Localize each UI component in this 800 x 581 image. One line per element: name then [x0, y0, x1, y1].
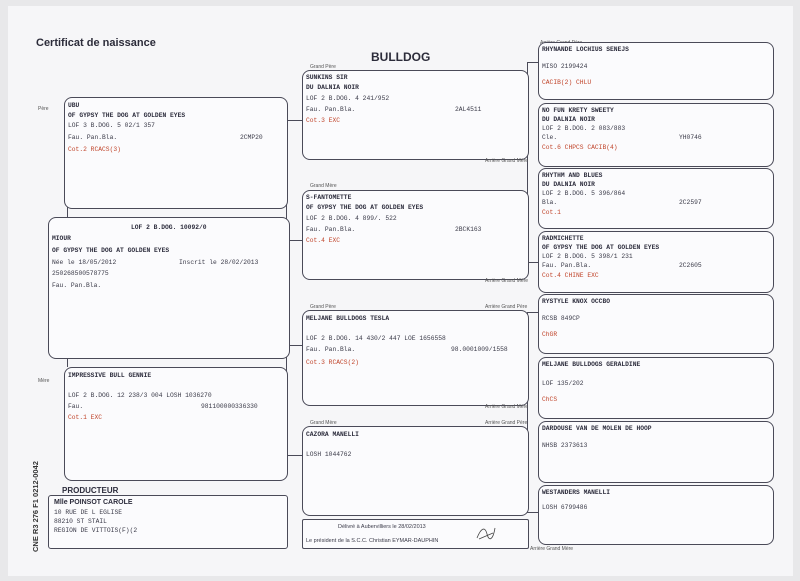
- gp-paternal-name: SUNKINS SIR: [306, 74, 348, 81]
- gp-maternal-lof: LOF 2 B.DOG. 14 430/2 447 LOE 1656558: [306, 335, 446, 342]
- mother-cotation: Cot.1 EXC: [68, 414, 103, 421]
- certificate-title: Certificat de naissance: [36, 37, 156, 49]
- gp-maternal-box: [302, 310, 529, 406]
- mother-box: [64, 367, 288, 481]
- father-kennel: OF GYPSY THE DOG AT GOLDEN EYES: [68, 112, 186, 119]
- ancestor-box: [538, 421, 774, 483]
- gp-paternal-kennel: DU DALNIA NOIR: [306, 84, 359, 91]
- father-box: [64, 97, 288, 209]
- dog-registered: Inscrit le 28/02/2013: [179, 259, 259, 266]
- ancestor-kennel: OF GYPSY THE DOG AT GOLDEN EYES: [542, 244, 660, 251]
- ancestor-lof: LOSH 6799486: [542, 504, 588, 511]
- dog-name: MIOUR: [52, 235, 71, 242]
- gm-maternal-name: CAZORA MANELLI: [306, 431, 359, 438]
- ancestor-lof: MISO 2199424: [542, 63, 588, 70]
- ancestor-cotation: Cot.6 CHPCS CACIB(4): [542, 144, 618, 151]
- gp-paternal-cotation: Cot.3 EXC: [306, 117, 341, 124]
- connector: [67, 207, 68, 217]
- gp-maternal-id: 98.0001009/1558: [451, 346, 508, 353]
- gm-maternal-box: [302, 426, 529, 516]
- agm-label-2: Arrière Grand Mère: [485, 278, 529, 284]
- vertical-code: CNE R3 276 F1 0212-0042: [31, 461, 40, 552]
- ancestor-box: [538, 168, 774, 229]
- mother-color: Fau.: [68, 403, 84, 410]
- gp-paternal-color: Fau. Pan.Bla.: [306, 106, 356, 113]
- dog-box: [48, 217, 290, 359]
- father-cotation: Cot.2 RCACS(3): [68, 146, 121, 153]
- gm-label-2: Grand Mère: [310, 420, 337, 426]
- mother-id: 981100000336330: [201, 403, 258, 410]
- ancestor-cotation: ChCS: [542, 396, 558, 403]
- ancestor-lof: LOF 135/202: [542, 380, 584, 387]
- ancestor-cotation: ChGR: [542, 331, 558, 338]
- ancestor-lof: LOF 2 B.DOG. 5 396/864: [542, 190, 626, 197]
- ancestor-lof: LOF 2 B.DOG. 5 398/1 231: [542, 253, 633, 260]
- bottom-label: Arrière Grand Mère: [530, 546, 574, 552]
- agm-label: Arrière Grand Mère: [485, 158, 529, 164]
- producer-address1: 10 RUE DE L EGLISE: [54, 509, 123, 516]
- gp-paternal-lof: LOF 2 B.DOG. 4 241/952: [306, 95, 390, 102]
- gm-paternal-box: [302, 190, 529, 280]
- pere-label: Père: [38, 106, 49, 112]
- agm-label-3: Arrière Grand Mère: [485, 404, 529, 410]
- gm-paternal-color: Fau. Pan.Bla.: [306, 226, 356, 233]
- ancestor-lof: LOF 2 B.DOG. 2 083/883: [542, 125, 626, 132]
- dog-born: Née le 18/05/2012: [52, 259, 117, 266]
- ancestor-id: 2C2605: [679, 262, 702, 269]
- ancestor-name: RHYNANDE LOCHIUS SENEJS: [542, 46, 629, 53]
- gp-maternal-color: Fau. Pan.Bla.: [306, 346, 356, 353]
- ancestor-color: Cle.: [542, 134, 558, 141]
- ancestor-cotation: Cot.4 CHINE EXC: [542, 272, 599, 279]
- producer-box: [48, 495, 288, 549]
- ancestor-lof: RCSB 849CP: [542, 315, 580, 322]
- producer-heading: PRODUCTEUR: [62, 486, 119, 495]
- gm-paternal-name: S-FANTOMETTE: [306, 194, 352, 201]
- ancestor-color: Fau. Pan.Bla.: [542, 262, 592, 269]
- ancestor-kennel: DU DALNIA NOIR: [542, 116, 595, 123]
- dog-kennel: OF GYPSY THE DOG AT GOLDEN EYES: [52, 247, 170, 254]
- producer-address3: REGION DE VITTOIS(F)(2: [54, 527, 138, 534]
- mother-lof: LOF 2 B.DOG. 12 238/3 004 LOSH 1036270: [68, 392, 212, 399]
- gm-paternal-cotation: Cot.4 EXC: [306, 237, 341, 244]
- gp-paternal-id: 2AL4511: [455, 106, 482, 113]
- ancestor-name: MELJANE BULLDOGS GERALDINE: [542, 361, 641, 368]
- gm-maternal-lof: LOSH 1044762: [306, 451, 352, 458]
- producer-name: Mlle POINSOT CAROLE: [54, 499, 133, 506]
- breed-name: BULLDOG: [371, 50, 431, 64]
- ancestor-cotation: Cot.1: [542, 209, 561, 216]
- ancestor-name: RHYTHM AND BLUES: [542, 172, 603, 179]
- agp-label: Arrière Grand Père: [485, 304, 528, 310]
- gp-maternal-name: MELJANE BULLDOGS TESLA: [306, 315, 390, 322]
- gm-paternal-id: 2BCK163: [455, 226, 482, 233]
- ancestor-name: WESTANDERS MANELLI: [542, 489, 611, 496]
- ancestor-box: [538, 231, 774, 293]
- agp-label-2: Arrière Grand Père: [485, 420, 528, 426]
- gp-maternal-cotation: Cot.3 RCACS(2): [306, 359, 359, 366]
- ancestor-name: RADMICHETTE: [542, 235, 584, 242]
- ancestor-lof: NHSB 2373613: [542, 442, 588, 449]
- father-lof: LOF 3 B.DOG. 5 02/1 357: [68, 122, 155, 129]
- mere-label: Mère: [38, 378, 50, 384]
- ancestor-color: Bla.: [542, 199, 558, 206]
- president-text: Le président de la S.C.C. Christian EYMAR-DAUPHIN: [306, 538, 439, 544]
- delivered-text: Délivré à Aubervilliers le 28/02/2013: [338, 524, 426, 530]
- ancestor-name: NO FUN KRETY SWEETY: [542, 107, 614, 114]
- delivery-box: [302, 519, 529, 549]
- ancestor-kennel: DU DALNIA NOIR: [542, 181, 595, 188]
- dog-color: Fau. Pan.Bla.: [52, 282, 102, 289]
- gp-label-2: Grand Père: [310, 304, 336, 310]
- dog-lof: LOF 2 B.DOG. 10092/0: [131, 224, 207, 231]
- ancestor-box: [538, 485, 774, 545]
- ancestor-id: YH0746: [679, 134, 702, 141]
- ancestor-id: 2C2597: [679, 199, 702, 206]
- producer-address2: 88210 ST STAIL: [54, 518, 107, 525]
- ancestor-cotation: CACIB(2) CHLU: [542, 79, 592, 86]
- father-name: UBU: [68, 102, 80, 109]
- gm-paternal-lof: LOF 2 B.DOG. 4 899/. 522: [306, 215, 397, 222]
- father-id: 2CMP20: [240, 134, 263, 141]
- ancestor-name: DARDOUSE VAN DE MOLEN DE HOOP: [542, 425, 652, 432]
- dog-chip: 250268500578775: [52, 270, 109, 277]
- gp-label: Grand Père: [310, 64, 336, 70]
- ancestor-box: [538, 357, 774, 419]
- mother-name: IMPRESSIVE BULL GENNIE: [68, 372, 152, 379]
- gm-label: Grand Mère: [310, 183, 337, 189]
- gp-paternal-box: [302, 70, 529, 160]
- signature-icon: [475, 524, 497, 542]
- gm-paternal-kennel: OF GYPSY THE DOG AT GOLDEN EYES: [306, 204, 424, 211]
- father-color: Fau. Pan.Bla.: [68, 134, 118, 141]
- ancestor-name: RYSTYLE KNOX OCCBO: [542, 298, 611, 305]
- ancestor-box: [538, 294, 774, 354]
- ancestor-box: [538, 42, 774, 100]
- ancestor-box: [538, 103, 774, 167]
